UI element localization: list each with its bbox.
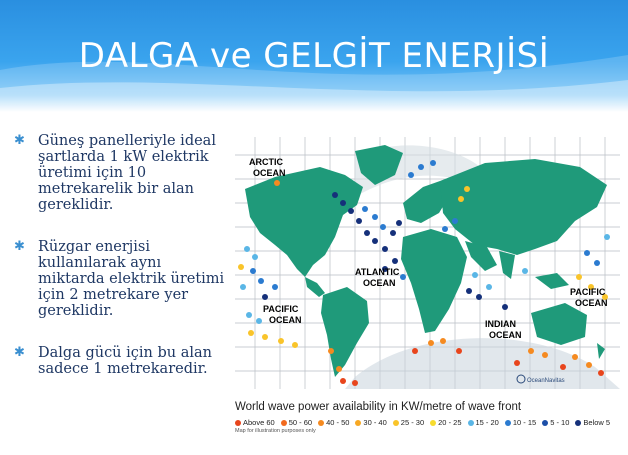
legend-label: Below 5	[583, 418, 611, 427]
ocean-label-atlantic-1: ATLANTIC	[355, 267, 400, 277]
legend-item	[542, 418, 569, 427]
legend-item	[505, 418, 536, 427]
legend-dot-icon	[468, 420, 474, 426]
legend-label: 40 - 50	[326, 418, 350, 427]
legend-label: 30 - 40	[363, 418, 387, 427]
ocean-label-pacific-right-2: OCEAN	[575, 298, 608, 308]
ocean-label-pacific-right-1: PACIFIC	[570, 287, 606, 297]
slide-title: DALGA ve GELGİT ENERJİSİ	[78, 36, 550, 76]
legend-dot-icon	[318, 420, 324, 426]
map-note: Map for illustration purposes only	[235, 428, 316, 434]
wave-power-map	[235, 137, 620, 389]
legend-item	[430, 418, 461, 427]
bullet-list	[12, 133, 227, 403]
legend-dot-icon	[430, 420, 436, 426]
bullet-text: Dalga gücü için bu alan sadece 1 metrekaredir.	[38, 345, 212, 377]
star-bullet-icon: ✱	[14, 345, 25, 360]
legend-label: 25 - 30	[400, 418, 425, 427]
ocean-label-arctic-2: OCEAN	[253, 168, 286, 178]
legend-dot-icon	[575, 420, 581, 426]
legend-dot-icon	[281, 420, 287, 426]
legend-label: Above 60	[243, 418, 275, 427]
ocean-label-indian-2: OCEAN	[489, 330, 522, 340]
legend-item	[468, 418, 499, 427]
ocean-label-arctic-1: ARCTIC	[249, 157, 283, 167]
legend-dot-icon	[542, 420, 548, 426]
bullet-item	[12, 345, 227, 377]
ocean-label-atlantic-2: OCEAN	[363, 278, 396, 288]
star-bullet-icon: ✱	[14, 239, 25, 254]
bullet-item	[12, 133, 227, 213]
ocean-label-indian-1: INDIAN	[485, 319, 516, 329]
legend-label: 5 - 10	[550, 418, 570, 427]
legend-dot-icon	[235, 420, 241, 426]
bullet-text: Güneş panelleriyle ideal şartlarda 1 kW elektrik üretimi için 10 metrekarelik bir alan gereklidir.	[38, 133, 216, 213]
legend-label: 15 - 20	[475, 418, 499, 427]
legend-dot-icon	[393, 420, 399, 426]
star-bullet-icon: ✱	[14, 133, 25, 148]
legend-item	[355, 418, 386, 427]
legend-item	[393, 418, 424, 427]
ocean-label-pacific-left-2: OCEAN	[269, 315, 302, 325]
legend-item	[318, 418, 349, 427]
legend-dot-icon	[355, 420, 361, 426]
map-caption: World wave power availability in KW/metre of wave front	[235, 401, 522, 413]
world-map-graphic	[235, 137, 620, 389]
legend-item	[281, 418, 312, 427]
legend-item	[235, 418, 275, 427]
legend-dot-icon	[505, 420, 511, 426]
title-banner	[0, 0, 628, 112]
legend-label: 50 - 60	[288, 418, 313, 427]
bullet-text: Rüzgar enerjisi kullanılarak aynı miktarda elektrik üretimi için 2 metrekare yer gereklidir.	[38, 239, 225, 319]
legend-label: 10 - 15	[512, 418, 537, 427]
bullet-item	[12, 239, 227, 319]
ocean-label-pacific-left-1: PACIFIC	[263, 304, 299, 314]
map-legend	[235, 418, 610, 427]
legend-label: 20 - 25	[438, 418, 462, 427]
brand-name: OceanNavitas	[527, 378, 565, 384]
legend-item	[575, 418, 610, 427]
